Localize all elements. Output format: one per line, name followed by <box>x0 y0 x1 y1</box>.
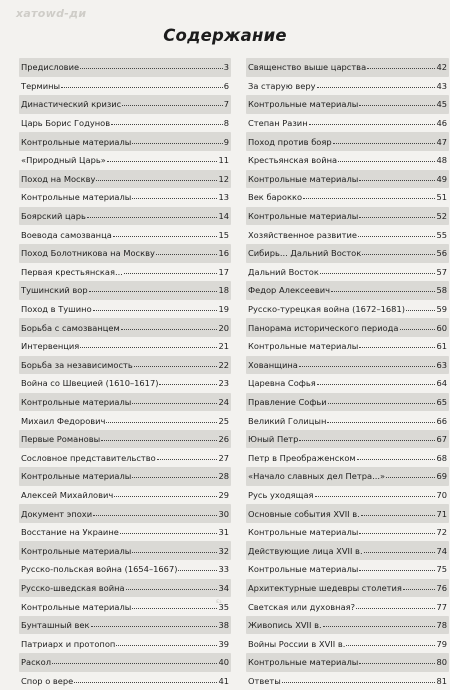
toc-entry-page: 80 <box>436 657 447 668</box>
toc-entry[interactable] <box>19 188 231 207</box>
toc-entry-page: 51 <box>436 192 447 203</box>
toc-entry-page: 55 <box>436 229 447 240</box>
toc-entry[interactable] <box>19 523 231 542</box>
toc-entry-title: Поход на Москву <box>21 173 96 184</box>
toc-entry-page: 74 <box>436 545 447 556</box>
toc-entry-page: 68 <box>436 452 447 463</box>
toc-entry[interactable] <box>19 448 231 467</box>
dot-leader <box>132 552 217 553</box>
dot-leader <box>364 552 436 553</box>
toc-entry-title: Контрольные материалы <box>21 136 132 147</box>
toc-entry[interactable] <box>246 634 449 653</box>
toc-entry-title: Русско-шведская война <box>21 582 125 593</box>
toc-entry-page: 12 <box>218 173 229 184</box>
toc-entry[interactable] <box>246 430 449 449</box>
toc-entry-page: 35 <box>218 601 229 612</box>
toc-entry[interactable] <box>19 114 231 133</box>
dot-leader <box>74 682 217 683</box>
toc-entry[interactable] <box>19 579 231 598</box>
dot-leader <box>309 124 436 125</box>
toc-entry[interactable] <box>246 672 449 690</box>
toc-entry-title: Интервенция <box>21 341 80 352</box>
toc-entry[interactable] <box>19 151 231 170</box>
toc-entry[interactable] <box>246 300 449 319</box>
toc-entry[interactable] <box>246 486 449 505</box>
dot-leader <box>359 217 435 218</box>
toc-entry[interactable] <box>246 337 449 356</box>
toc-entry[interactable] <box>246 541 449 560</box>
toc-entry-title: Раскол <box>21 657 52 668</box>
toc-entry-title: Царь Борис Годунов <box>21 118 111 129</box>
toc-entry-page: 28 <box>218 471 229 482</box>
table-of-contents <box>19 58 447 690</box>
dot-leader <box>132 198 217 199</box>
toc-entry-page: 33 <box>218 564 229 575</box>
toc-entry[interactable] <box>246 77 449 96</box>
toc-entry-title: За старую веру <box>248 80 316 91</box>
toc-entry-title: Термины <box>21 80 61 91</box>
dot-leader <box>367 68 435 69</box>
toc-entry[interactable] <box>19 672 231 690</box>
toc-entry-title: Воевода самозванца <box>21 229 112 240</box>
toc-entry-title: Поход в Тушино <box>21 304 92 315</box>
toc-entry-page: 32 <box>218 545 229 556</box>
toc-entry-page: 47 <box>436 136 447 147</box>
dot-leader <box>328 403 436 404</box>
toc-entry[interactable] <box>19 634 231 653</box>
toc-entry-title: Контрольные материалы <box>21 545 132 556</box>
dot-leader <box>124 273 218 274</box>
dot-leader <box>111 124 223 125</box>
toc-entry-title: Поход против бояр <box>248 136 332 147</box>
toc-entry-title: Контрольные материалы <box>248 527 359 538</box>
toc-entry-page: 31 <box>218 527 229 538</box>
dot-leader <box>52 663 217 664</box>
toc-entry[interactable] <box>19 356 231 375</box>
toc-entry[interactable] <box>246 58 449 77</box>
toc-entry-title: Петр в Преображенском <box>248 452 356 463</box>
dot-leader <box>356 608 435 609</box>
dot-leader <box>107 161 218 162</box>
toc-entry[interactable] <box>19 430 231 449</box>
toc-entry-title: Федор Алексеевич <box>248 285 331 296</box>
dot-leader <box>116 645 217 646</box>
toc-entry[interactable] <box>246 653 449 672</box>
toc-entry-title: «Природный Царь» <box>21 155 106 166</box>
dot-leader <box>121 329 218 330</box>
toc-entry-title: Предисловие <box>21 62 80 73</box>
dot-leader <box>331 291 435 292</box>
toc-entry-title: Сословное представительство <box>21 452 156 463</box>
toc-entry-title: Контрольные материалы <box>248 211 359 222</box>
toc-entry-page: 63 <box>436 359 447 370</box>
toc-entry[interactable] <box>246 170 449 189</box>
toc-entry-title: Панорама исторического периода <box>248 322 399 333</box>
toc-entry[interactable] <box>19 374 231 393</box>
toc-entry-page: 7 <box>223 99 229 110</box>
toc-entry-page: 22 <box>218 359 229 370</box>
dot-leader <box>317 384 436 385</box>
toc-entry-page: 70 <box>436 489 447 500</box>
dot-leader <box>80 347 217 348</box>
dot-leader <box>357 459 436 460</box>
toc-entry[interactable] <box>19 541 231 560</box>
toc-entry-title: Контрольные материалы <box>248 341 359 352</box>
toc-entry[interactable] <box>246 132 449 151</box>
dot-leader <box>178 570 217 571</box>
dot-leader <box>156 254 218 255</box>
toc-entry[interactable] <box>19 281 231 300</box>
dot-leader <box>346 645 435 646</box>
dot-leader <box>323 626 436 627</box>
dot-leader <box>87 217 218 218</box>
dot-leader <box>303 198 435 199</box>
toc-entry[interactable] <box>246 318 449 337</box>
dot-leader <box>101 440 217 441</box>
dot-leader <box>361 515 436 516</box>
toc-entry-page: 48 <box>436 155 447 166</box>
dot-leader <box>359 570 435 571</box>
dot-leader <box>113 236 218 237</box>
toc-entry-page: 19 <box>218 304 229 315</box>
toc-entry-title: Патриарх и протопоп <box>21 638 116 649</box>
toc-entry[interactable] <box>19 300 231 319</box>
toc-entry[interactable] <box>246 188 449 207</box>
dot-leader <box>89 291 218 292</box>
toc-entry[interactable] <box>19 95 231 114</box>
toc-entry-page: 29 <box>218 489 229 500</box>
toc-entry-page: 77 <box>436 601 447 612</box>
toc-entry-page: 60 <box>436 322 447 333</box>
toc-entry-page: 75 <box>436 564 447 575</box>
toc-entry-page: 46 <box>436 118 447 129</box>
toc-entry[interactable] <box>19 263 231 282</box>
toc-entry-page: 41 <box>218 675 229 686</box>
toc-entry-page: 42 <box>436 62 447 73</box>
toc-entry-page: 45 <box>436 99 447 110</box>
toc-entry[interactable] <box>19 337 231 356</box>
toc-entry[interactable] <box>19 207 231 226</box>
dot-leader <box>126 589 218 590</box>
dot-leader <box>362 254 435 255</box>
toc-entry-title: Основные события XVII в. <box>248 508 360 519</box>
toc-entry-title: Восстание на Украине <box>21 527 119 538</box>
dot-leader <box>61 87 223 88</box>
toc-entry-page: 71 <box>436 508 447 519</box>
dot-leader <box>157 459 218 460</box>
toc-entry-title: Русско-турецкая война (1672–1681) <box>248 304 405 315</box>
toc-entry-page: 15 <box>218 229 229 240</box>
toc-entry-title: Дальний Восток <box>248 266 319 277</box>
toc-entry-title: Крестьянская война <box>248 155 338 166</box>
toc-entry[interactable] <box>246 225 449 244</box>
toc-entry-title: Юный Петр <box>248 434 299 445</box>
toc-entry-page: 49 <box>436 173 447 184</box>
dot-leader <box>91 626 218 627</box>
toc-entry-page: 18 <box>218 285 229 296</box>
toc-entry-title: Контрольные материалы <box>21 192 132 203</box>
toc-entry[interactable] <box>19 467 231 486</box>
toc-entry-title: Царевна Софья <box>248 378 316 389</box>
toc-entry-page: 76 <box>436 582 447 593</box>
dot-leader <box>93 310 218 311</box>
toc-entry-title: Борьба за независимость <box>21 359 133 370</box>
toc-entry-page: 56 <box>436 248 447 259</box>
toc-entry-title: Первая крестьянская... <box>21 266 123 277</box>
toc-entry-page: 57 <box>436 266 447 277</box>
toc-entry-title: Михаил Федорович <box>21 415 106 426</box>
toc-entry[interactable] <box>246 207 449 226</box>
toc-entry-page: 81 <box>436 675 447 686</box>
toc-entry-page: 43 <box>436 80 447 91</box>
toc-entry-page: 9 <box>223 136 229 147</box>
dot-leader <box>132 403 217 404</box>
toc-entry[interactable] <box>246 523 449 542</box>
toc-entry[interactable] <box>246 244 449 263</box>
page-title: Содержание <box>163 26 287 45</box>
toc-entry-title: Сибирь... Дальний Восток <box>248 248 362 259</box>
toc-entry[interactable] <box>19 77 231 96</box>
toc-entry-page: 40 <box>218 657 229 668</box>
dot-leader <box>327 422 435 423</box>
toc-entry[interactable] <box>19 132 231 151</box>
dot-leader <box>93 515 217 516</box>
toc-entry[interactable] <box>19 616 231 635</box>
toc-entry-page: 3 <box>223 62 229 73</box>
toc-entry[interactable] <box>246 411 449 430</box>
toc-entry[interactable] <box>246 151 449 170</box>
toc-entry-page: 13 <box>218 192 229 203</box>
toc-entry-page: 30 <box>218 508 229 519</box>
toc-entry-page: 67 <box>436 434 447 445</box>
toc-entry[interactable] <box>19 393 231 412</box>
toc-entry-page: 26 <box>218 434 229 445</box>
toc-entry-title: Русь уходящая <box>248 489 314 500</box>
toc-entry-title: Войны России в XVII в. <box>248 638 346 649</box>
toc-entry-page: 27 <box>218 452 229 463</box>
toc-entry[interactable] <box>19 560 231 579</box>
toc-entry-title: Тушинский вор <box>21 285 88 296</box>
toc-entry-page: 21 <box>218 341 229 352</box>
toc-entry-title: Контрольные материалы <box>248 173 359 184</box>
toc-entry-title: Контрольные материалы <box>21 471 132 482</box>
toc-entry-title: Контрольные материалы <box>248 657 359 668</box>
toc-entry-page: 16 <box>218 248 229 259</box>
footer-mark: ε₂ <box>216 598 222 605</box>
dot-leader <box>315 496 436 497</box>
dot-leader <box>132 477 217 478</box>
dot-leader <box>359 663 435 664</box>
dot-leader <box>299 440 435 441</box>
toc-entry-title: Поход Болотникова на Москву <box>21 248 155 259</box>
toc-entry[interactable] <box>246 393 449 412</box>
toc-entry-page: 64 <box>436 378 447 389</box>
dot-leader <box>282 682 436 683</box>
toc-entry-title: Правление Софьи <box>248 396 327 407</box>
toc-entry-page: 79 <box>436 638 447 649</box>
toc-entry[interactable] <box>246 356 449 375</box>
dot-leader <box>320 273 436 274</box>
toc-entry-page: 39 <box>218 638 229 649</box>
dot-leader <box>122 105 223 106</box>
toc-entry-title: Великий Голицын <box>248 415 327 426</box>
toc-entry-title: Алексей Михайлович <box>21 489 114 500</box>
dot-leader <box>114 496 217 497</box>
toc-entry[interactable] <box>246 374 449 393</box>
toc-entry-title: Действующие лица XVII в. <box>248 545 363 556</box>
toc-entry-page: 38 <box>218 620 229 631</box>
dot-leader <box>120 533 218 534</box>
dot-leader <box>338 161 435 162</box>
toc-entry[interactable] <box>246 467 449 486</box>
toc-entry[interactable] <box>246 560 449 579</box>
toc-entry-page: 6 <box>223 80 229 91</box>
dot-leader <box>400 329 436 330</box>
toc-entry-title: Хованщина <box>248 359 298 370</box>
toc-entry-title: Война со Швецией (1610–1617) <box>21 378 159 389</box>
toc-entry-title: Бунташный век <box>21 620 90 631</box>
dot-leader <box>317 87 436 88</box>
toc-entry[interactable] <box>19 504 231 523</box>
toc-entry-title: Архитектурные шедевры столетия <box>248 582 402 593</box>
dot-leader <box>406 310 435 311</box>
toc-entry-page: 8 <box>223 118 229 129</box>
toc-entry-page: 65 <box>436 396 447 407</box>
toc-entry-page: 61 <box>436 341 447 352</box>
toc-entry-title: Боярский царь <box>21 211 86 222</box>
toc-entry[interactable] <box>246 263 449 282</box>
toc-column-right <box>246 58 449 690</box>
toc-entry[interactable] <box>246 616 449 635</box>
toc-entry[interactable] <box>19 411 231 430</box>
toc-entry[interactable] <box>246 281 449 300</box>
toc-entry-page: 52 <box>436 211 447 222</box>
toc-entry[interactable] <box>19 58 231 77</box>
toc-entry[interactable] <box>246 579 449 598</box>
toc-entry-page: 66 <box>436 415 447 426</box>
toc-entry-title: Русско-польская война (1654–1667) <box>21 564 178 575</box>
toc-entry-page: 17 <box>218 266 229 277</box>
toc-entry-title: Ответы <box>248 675 281 686</box>
dot-leader <box>359 105 435 106</box>
toc-entry[interactable] <box>19 318 231 337</box>
toc-entry-title: Век барокко <box>248 192 303 203</box>
toc-entry-title: Документ эпохи <box>21 508 93 519</box>
toc-entry-page: 72 <box>436 527 447 538</box>
toc-entry[interactable] <box>246 95 449 114</box>
toc-entry[interactable] <box>246 114 449 133</box>
toc-entry[interactable] <box>19 244 231 263</box>
toc-entry-title: Хозяйственное развитие <box>248 229 357 240</box>
toc-entry-title: Контрольные материалы <box>21 601 132 612</box>
toc-entry-page: 69 <box>436 471 447 482</box>
toc-entry-title: Живопись XVII в. <box>248 620 322 631</box>
dot-leader <box>359 533 435 534</box>
toc-entry-page: 23 <box>218 378 229 389</box>
dot-leader <box>106 422 217 423</box>
toc-column-left <box>19 58 231 690</box>
dot-leader <box>359 180 435 181</box>
dot-leader <box>299 366 436 367</box>
dot-leader <box>132 608 217 609</box>
dot-leader <box>80 68 223 69</box>
toc-entry[interactable] <box>19 486 231 505</box>
toc-entry-title: Династический кризис <box>21 99 122 110</box>
toc-entry-title: Борьба с самозванцем <box>21 322 120 333</box>
dot-leader <box>386 477 435 478</box>
toc-entry-title: Контрольные материалы <box>248 99 359 110</box>
toc-entry[interactable] <box>19 170 231 189</box>
toc-entry-title: Священство выше царства <box>248 62 367 73</box>
toc-entry-title: Спор о вере <box>21 675 74 686</box>
toc-entry[interactable] <box>246 448 449 467</box>
toc-entry-page: 14 <box>218 211 229 222</box>
toc-entry-page: 78 <box>436 620 447 631</box>
dot-leader <box>159 384 217 385</box>
toc-entry-title: Первые Романовы <box>21 434 101 445</box>
toc-entry-page: 58 <box>436 285 447 296</box>
publisher-watermark: хатоwd-ди <box>16 7 87 20</box>
dot-leader <box>359 347 435 348</box>
toc-entry-page: 59 <box>436 304 447 315</box>
dot-leader <box>132 143 222 144</box>
toc-entry-title: Контрольные материалы <box>21 396 132 407</box>
toc-entry-page: 11 <box>218 155 229 166</box>
toc-entry-title: Светская или духовная? <box>248 601 356 612</box>
toc-entry-title: Степан Разин <box>248 118 308 129</box>
toc-entry-page: 25 <box>218 415 229 426</box>
dot-leader <box>403 589 436 590</box>
toc-entry[interactable] <box>19 653 231 672</box>
dot-leader <box>134 366 218 367</box>
dot-leader <box>333 143 436 144</box>
toc-entry-title: Контрольные материалы <box>248 564 359 575</box>
toc-entry[interactable] <box>246 504 449 523</box>
toc-entry[interactable] <box>19 225 231 244</box>
toc-entry-title: «Начало славных дел Петра...» <box>248 471 386 482</box>
toc-entry-page: 24 <box>218 396 229 407</box>
toc-entry-page: 20 <box>218 322 229 333</box>
toc-entry-page: 34 <box>218 582 229 593</box>
dot-leader <box>96 180 217 181</box>
dot-leader <box>358 236 435 237</box>
